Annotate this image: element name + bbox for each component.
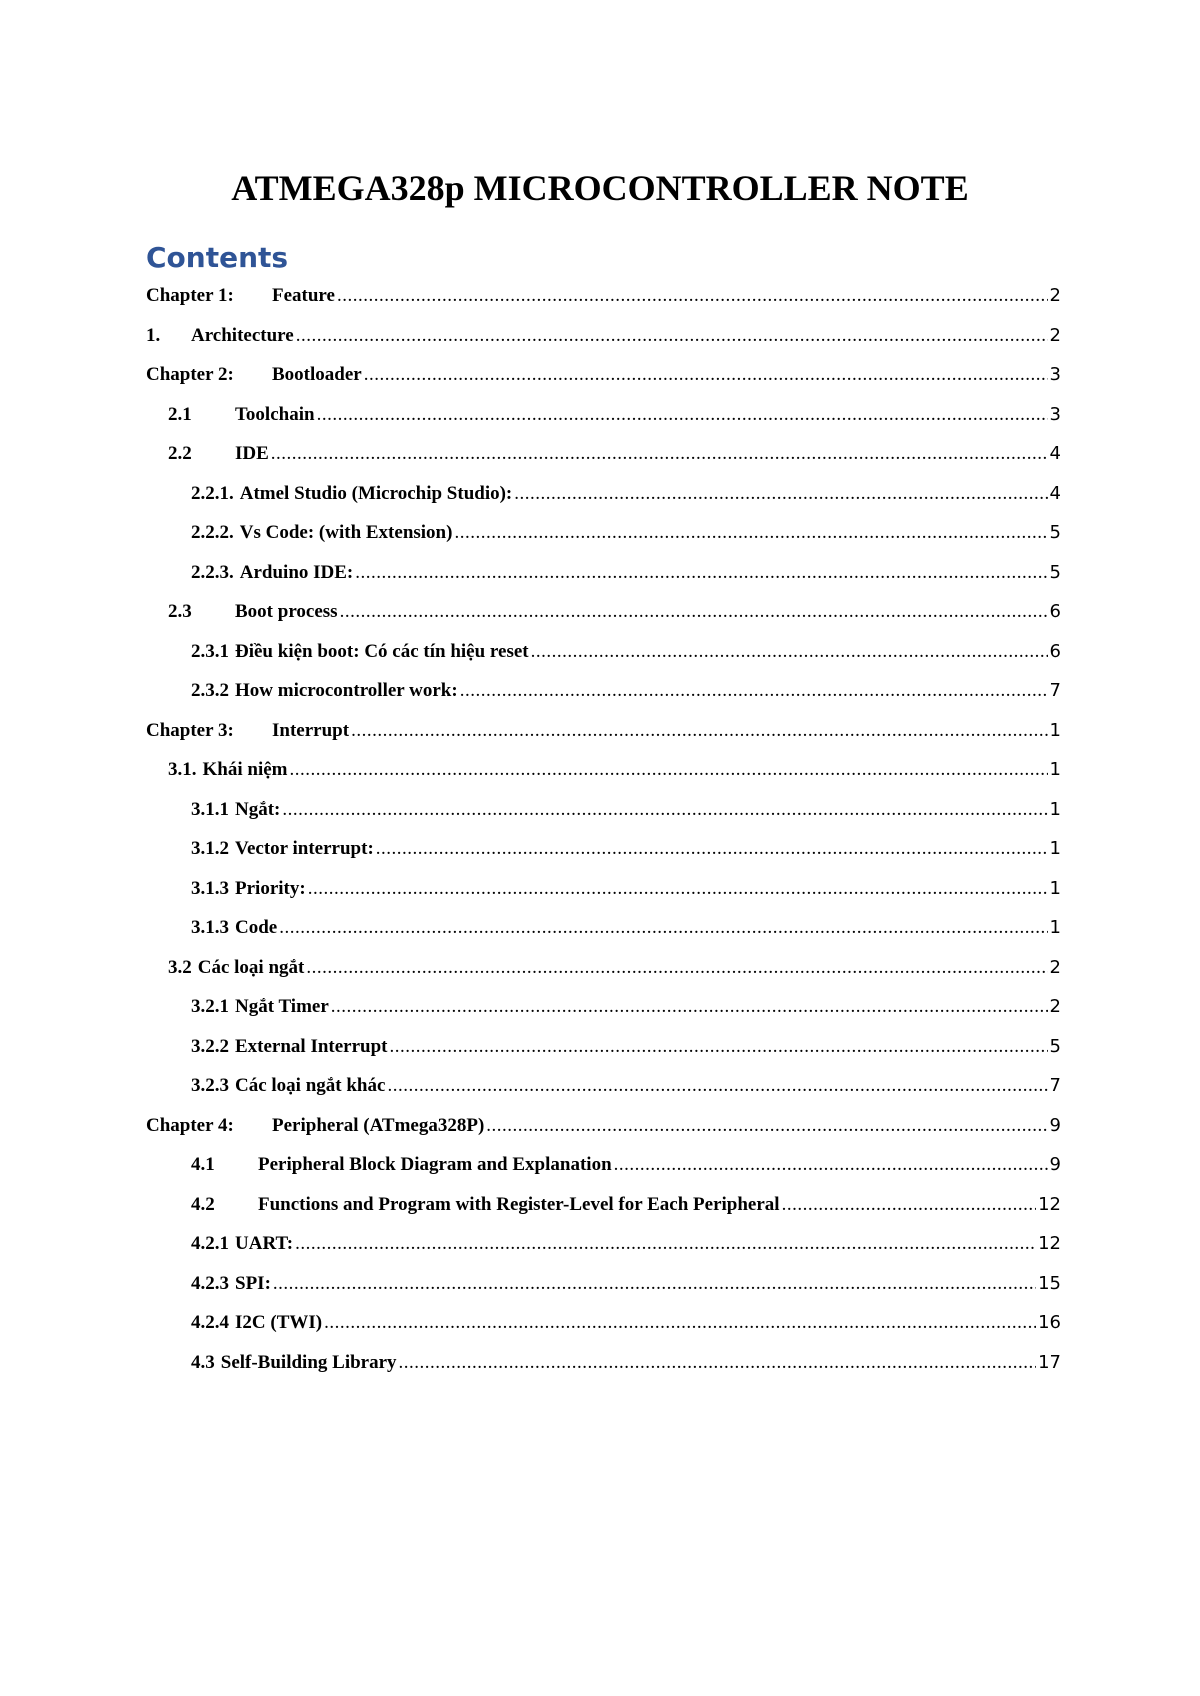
toc-entry-number: 2.3.1 — [191, 640, 229, 662]
toc-entry-label: Ngắt: — [235, 798, 281, 820]
toc-page-number: 2 — [1049, 324, 1061, 346]
toc-dot-leader — [614, 1145, 1048, 1185]
toc-page-number: 2 — [1049, 996, 1061, 1017]
toc-entry-number: 3.1.3 — [191, 917, 229, 938]
toc-entry-label: Functions and Program with Register-Level for Each Peripheral — [258, 1193, 780, 1215]
toc-entry-number: 2.3 — [168, 601, 192, 622]
toc-entry-number: 3.1. — [168, 759, 197, 780]
toc-entry-number: 4.1 — [191, 1154, 215, 1175]
toc-page-number: 1 — [1049, 838, 1061, 859]
toc-entry-label: Atmel Studio (Microchip Studio): — [239, 482, 513, 504]
toc-dot-leader — [306, 948, 1047, 988]
toc-page-number: 4 — [1049, 443, 1061, 464]
toc-entry-number: 3.1.2 — [191, 838, 229, 859]
toc-entry-number: Chapter 3: — [146, 719, 234, 741]
toc-entry-spi[interactable] — [146, 1264, 1061, 1304]
toc-entry-label: Toolchain — [235, 403, 315, 425]
toc-dot-leader — [355, 553, 1047, 593]
toc-page-number: 12 — [1038, 1193, 1061, 1215]
toc-page-number: 2 — [1049, 285, 1061, 306]
toc-entry-label: SPI: — [235, 1272, 271, 1294]
toc-entry-number: 2.2.1. — [191, 482, 234, 504]
toc-page-number: 9 — [1049, 1114, 1061, 1136]
toc-entry-number: Chapter 2: — [146, 364, 234, 385]
toc-entry-label: Khái niệm — [202, 759, 288, 780]
toc-dot-leader — [324, 1303, 1036, 1343]
toc-entry-number: 4.2 — [191, 1193, 215, 1215]
toc-entry-khai-niem[interactable] — [146, 750, 1061, 790]
toc-page-number: 15 — [1038, 1272, 1061, 1294]
toc-entry-number: 4.2.1 — [191, 1233, 229, 1254]
toc-dot-leader — [390, 1027, 1048, 1067]
toc-entry-chapter-1[interactable] — [146, 276, 1061, 316]
toc-page-number: 9 — [1049, 1154, 1061, 1175]
toc-dot-leader — [295, 1224, 1036, 1264]
toc-entry-number: 3.2.2 — [191, 1035, 229, 1057]
toc-entry-label: Priority: — [235, 877, 306, 899]
toc-page-number: 6 — [1049, 640, 1061, 662]
toc-entry-uart[interactable] — [146, 1224, 1061, 1264]
toc-entry-label: Các loại ngắt khác — [235, 1075, 386, 1096]
toc-entry-atmel-studio[interactable] — [146, 474, 1061, 514]
toc-entry-number: Chapter 1: — [146, 285, 234, 306]
toc-entry-architecture[interactable] — [146, 316, 1061, 356]
toc-entry-self-building-library[interactable] — [146, 1343, 1061, 1383]
toc-dot-leader — [337, 276, 1048, 316]
toc-entry-label: Boot process — [235, 601, 338, 622]
toc-dot-leader — [531, 632, 1048, 672]
toc-entry-register-level-functions[interactable] — [146, 1185, 1061, 1225]
toc-entry-number: 2.3.2 — [191, 680, 229, 701]
toc-dot-leader — [514, 474, 1047, 514]
toc-entry-vector-interrupt[interactable] — [146, 829, 1061, 869]
toc-entry-chapter-2[interactable] — [146, 355, 1061, 395]
toc-entry-label: I2C (TWI) — [235, 1312, 323, 1333]
toc-entry-boot-condition[interactable] — [146, 632, 1061, 672]
toc-dot-leader — [486, 1106, 1047, 1146]
toc-entry-number: 3.1.1 — [191, 798, 229, 820]
toc-dot-leader — [376, 829, 1048, 869]
document-title: ATMEGA328p MICROCONTROLLER NOTE — [231, 168, 969, 208]
toc-entry-vs-code[interactable] — [146, 513, 1061, 553]
toc-dot-leader — [317, 395, 1048, 435]
toc-entry-i2c[interactable] — [146, 1303, 1061, 1343]
toc-entry-label: Architecture — [191, 324, 294, 346]
toc-dot-leader — [364, 355, 1048, 395]
toc-entry-label: Vs Code: (with Extension) — [239, 522, 453, 543]
toc-entry-priority[interactable] — [146, 869, 1061, 909]
toc-entry-chapter-4[interactable] — [146, 1106, 1061, 1146]
toc-entry-label: Arduino IDE: — [239, 561, 354, 583]
toc-entry-number: 4.2.3 — [191, 1272, 229, 1294]
toc-entry-label: UART: — [235, 1233, 294, 1254]
toc-page-number: 3 — [1049, 403, 1061, 425]
toc-entry-toolchain[interactable] — [146, 395, 1061, 435]
toc-entry-label: How microcontroller work: — [235, 680, 458, 701]
toc-entry-label: Vector interrupt: — [235, 838, 374, 859]
toc-dot-leader — [454, 513, 1047, 553]
toc-entry-label: Ngắt Timer — [235, 996, 329, 1017]
toc-entry-label: Self-Building Library — [220, 1351, 397, 1373]
toc-page-number: 1 — [1049, 759, 1061, 780]
toc-page-number: 6 — [1049, 601, 1061, 622]
toc-dot-leader — [296, 316, 1048, 356]
toc-entry-label: External Interrupt — [235, 1035, 388, 1057]
toc-dot-leader — [279, 908, 1047, 948]
toc-page-number: 5 — [1049, 561, 1061, 583]
toc-dot-leader — [782, 1185, 1037, 1225]
toc-page-number: 1 — [1049, 917, 1061, 938]
toc-page-number: 1 — [1049, 877, 1061, 899]
toc-entry-number: 4.3 — [191, 1351, 215, 1373]
toc-entry-number: 4.2.4 — [191, 1312, 229, 1333]
toc-entry-ngat-timer[interactable] — [146, 987, 1061, 1027]
toc-dot-leader — [273, 1264, 1036, 1304]
toc-page-number: 1 — [1049, 719, 1061, 741]
toc-page-number: 7 — [1049, 680, 1061, 701]
toc-page-number: 3 — [1049, 364, 1061, 385]
toc-page-number: 7 — [1049, 1075, 1061, 1096]
toc-heading: Contents — [146, 241, 289, 274]
toc-entry-ngat[interactable] — [146, 790, 1061, 830]
toc-entry-label: Feature — [272, 285, 335, 306]
toc-entry-number: 2.2.2. — [191, 522, 234, 543]
toc-dot-leader — [308, 869, 1048, 909]
toc-page-number: 4 — [1049, 482, 1061, 504]
toc-dot-leader — [399, 1343, 1037, 1383]
toc-dot-leader — [271, 434, 1048, 474]
toc-entry-ide[interactable] — [146, 434, 1061, 474]
toc-entry-number: 3.2.3 — [191, 1075, 229, 1096]
toc-entry-label: Bootloader — [272, 364, 362, 385]
toc-entry-number: 3.1.3 — [191, 877, 229, 899]
toc-entry-label: Các loại ngắt — [197, 956, 305, 978]
table-of-contents — [146, 276, 1061, 1382]
toc-entry-label: Interrupt — [272, 719, 350, 741]
toc-page-number: 17 — [1038, 1351, 1061, 1373]
toc-entry-external-interrupt[interactable] — [146, 1027, 1061, 1067]
toc-page-number: 12 — [1038, 1233, 1061, 1254]
toc-entry-how-mcu-works[interactable] — [146, 671, 1061, 711]
toc-entry-cac-loai-ngat[interactable] — [146, 948, 1061, 988]
toc-entry-label: Peripheral (ATmega328P) — [272, 1114, 485, 1136]
toc-dot-leader — [387, 1066, 1047, 1106]
toc-page-number: 1 — [1049, 798, 1061, 820]
toc-dot-leader — [340, 592, 1048, 632]
toc-dot-leader — [351, 711, 1047, 751]
toc-entry-label: IDE — [235, 443, 269, 464]
toc-page-number: 2 — [1049, 956, 1061, 978]
toc-page-number: 5 — [1049, 522, 1061, 543]
toc-page-number: 5 — [1049, 1035, 1061, 1057]
toc-entry-label: Điều kiện boot: Có các tín hiệu reset — [235, 640, 529, 662]
toc-entry-number: 2.2.3. — [191, 561, 234, 583]
toc-entry-number: 2.1 — [168, 403, 192, 425]
toc-entry-number: 1. — [146, 324, 161, 346]
toc-dot-leader — [331, 987, 1048, 1027]
toc-entry-arduino-ide[interactable] — [146, 553, 1061, 593]
toc-dot-leader — [289, 750, 1047, 790]
toc-entry-label: Code — [235, 917, 278, 938]
toc-entry-code[interactable] — [146, 908, 1061, 948]
toc-entry-boot-process[interactable] — [146, 592, 1061, 632]
toc-page-number: 16 — [1038, 1312, 1061, 1333]
toc-entry-peripheral-block-diagram[interactable] — [146, 1145, 1061, 1185]
toc-dot-leader — [460, 671, 1048, 711]
toc-entry-chapter-3[interactable] — [146, 711, 1061, 751]
toc-dot-leader — [282, 790, 1047, 830]
toc-entry-number: 3.2 — [168, 956, 192, 978]
toc-entry-label: Peripheral Block Diagram and Explanation — [258, 1154, 612, 1175]
toc-entry-number: Chapter 4: — [146, 1114, 234, 1136]
toc-entry-number: 2.2 — [168, 443, 192, 464]
toc-entry-number: 3.2.1 — [191, 996, 229, 1017]
toc-entry-cac-loai-ngat-khac[interactable] — [146, 1066, 1061, 1106]
